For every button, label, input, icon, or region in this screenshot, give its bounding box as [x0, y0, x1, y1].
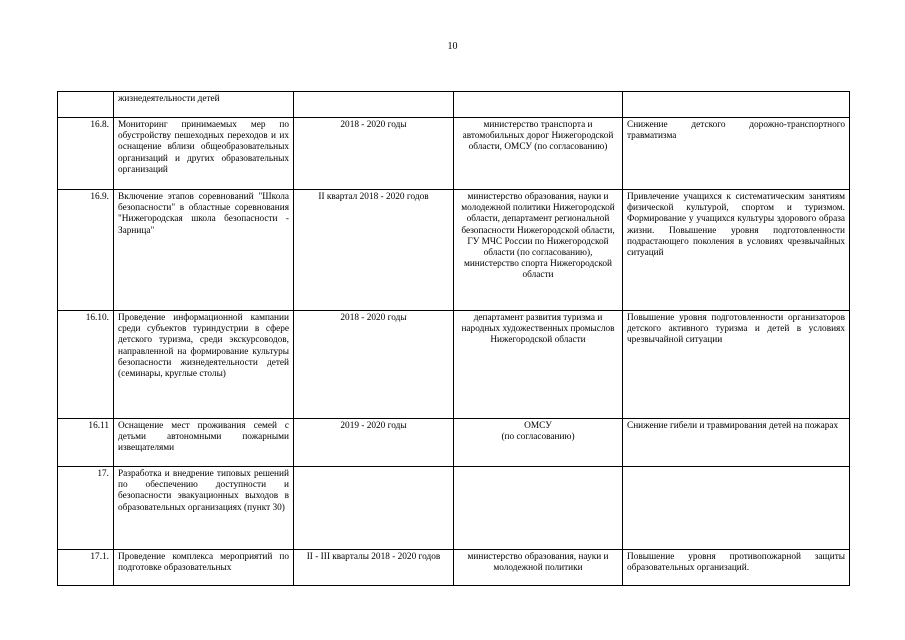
table-row — [58, 550, 850, 586]
responsible: министерство образования, науки и молодежной политики Нижегородской области, департамент региональной безопасности Нижегородской области, ГУ МЧС России по Нижегородской области (по согласованию), министерство спорта Нижегородской области — [454, 190, 623, 311]
table-row — [58, 92, 850, 118]
item-number: 17. — [58, 467, 114, 550]
item-number: 16.9. — [58, 190, 114, 311]
period: II квартал 2018 - 2020 годов — [294, 190, 454, 311]
responsible: департамент развития туризма и народных художественных промыслов Нижегородской области — [454, 311, 623, 419]
page-number: 10 — [447, 41, 458, 52]
responsible: министерство транспорта и автомобильных дорог Нижегородской области, ОМСУ (по согласованию) — [454, 118, 623, 190]
measures-table — [57, 91, 850, 586]
item-number — [58, 92, 114, 118]
measure-description: Мониторинг принимаемых мер по обустройству пешеходных переходов и их оснащение вблизи общеобразовательных организаций и других образовательных организаций — [114, 118, 294, 190]
expected-result: Снижение гибели и травмирования детей на пожарах — [623, 419, 850, 467]
measure-description: Проведение информационной кампании среди субъектов туриндустрии в сфере детского туризма, среди экскурсоводов, направленной на формирование культуры безопасности жизнедеятельности детей (семинары, круглые столы) — [114, 311, 294, 419]
item-number: 17.1. — [58, 550, 114, 586]
measure-description: Проведение комплекса мероприятий по подготовке образовательных — [114, 550, 294, 586]
responsible: ОМСУ (по согласованию) — [454, 419, 623, 467]
period — [294, 92, 454, 118]
responsible: министерство образования, науки и молодежной политики — [454, 550, 623, 586]
table-row — [58, 311, 850, 419]
table-row — [58, 118, 850, 190]
expected-result: Повышение уровня противопожарной защиты образовательных организаций. — [623, 550, 850, 586]
table-row — [58, 467, 850, 550]
measure-description: Оснащение мест проживания семей с детьми автономными пожарными извещателями — [114, 419, 294, 467]
item-number: 16.10. — [58, 311, 114, 419]
period: 2018 - 2020 годы — [294, 311, 454, 419]
expected-result — [623, 92, 850, 118]
measure-description: Включение этапов соревнований "Школа безопасности" в областные соревнования "Нижегородская школа безопасности - Зарница" — [114, 190, 294, 311]
expected-result: Повышение уровня подготовленности организаторов детского активного туризма и детей в условиях чрезвычайной ситуации — [623, 311, 850, 419]
table-row — [58, 190, 850, 311]
responsible — [454, 467, 623, 550]
expected-result: Снижение детского дорожно-транспортного травматизма — [623, 118, 850, 190]
measure-description: жизнедеятельности детей — [114, 92, 294, 118]
measure-description: Разработка и внедрение типовых решений по обеспечению доступности и безопасности эвакуационных выходов в образовательных организациях (пункт 30) — [114, 467, 294, 550]
table-row — [58, 419, 850, 467]
expected-result: Привлечение учащихся к систематическим занятиям физической культурой, спортом и туризмом. Формирование у учащихся культуры здорового образа жизни. Повышение уровня подготовленности подрастающего поколения в условиях чрезвычайных ситуаций — [623, 190, 850, 311]
period: II - III кварталы 2018 - 2020 годов — [294, 550, 454, 586]
period: 2019 - 2020 годы — [294, 419, 454, 467]
item-number: 16.8. — [58, 118, 114, 190]
item-number: 16.11 — [58, 419, 114, 467]
expected-result — [623, 467, 850, 550]
period: 2018 - 2020 годы — [294, 118, 454, 190]
period — [294, 467, 454, 550]
responsible — [454, 92, 623, 118]
